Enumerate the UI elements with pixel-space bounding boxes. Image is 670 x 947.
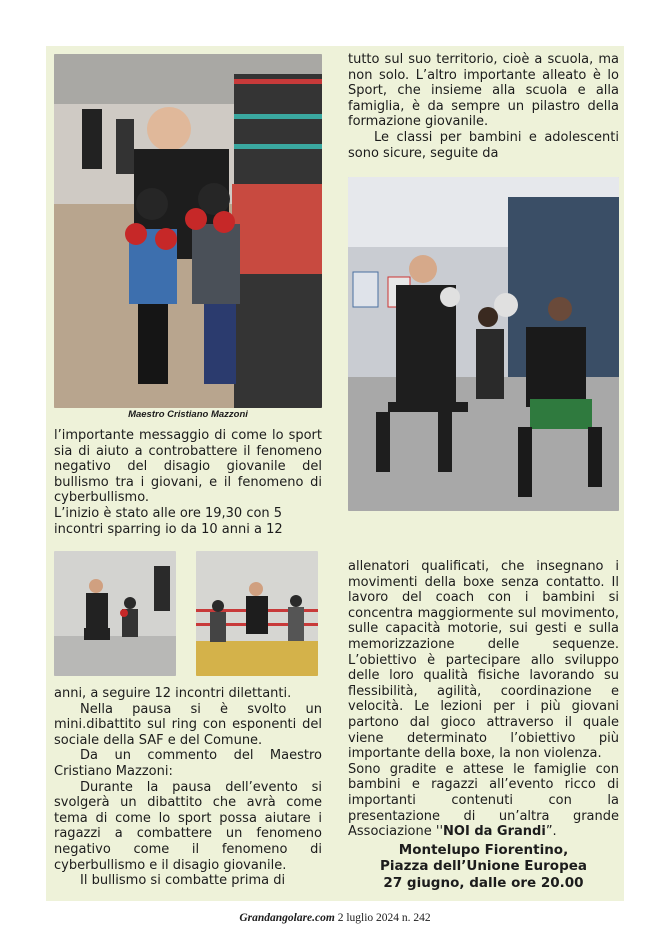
event-details (348, 842, 619, 892)
paragraph: tutto sul suo territorio, cioè a scuola, ma non solo. L’altro importante alleato è lo Sport, che insieme alla scuola e alla famiglia, è da sempre un pilastro della formazione giovanile. (348, 52, 619, 130)
col1-bottom-text (54, 686, 322, 889)
paragraph: l’importante messaggio di come lo sport sia di aiuto a controbattere il fenomeno negativo del disagio giovanile del bullismo tra i giovani, e il fenomeno di cyberbullismo. (54, 428, 322, 506)
association-name: NOI da Grandi (443, 824, 546, 840)
paragraph: anni, a seguire 12 incontri dilettanti. (54, 686, 292, 701)
coach-children-photo (54, 54, 322, 408)
sparring-small-photo-a (54, 551, 176, 676)
paragraph: Durante la pausa dell’evento si svolgerà un dibattito che avrà come tema di come lo sport possa aiutare i ragazzi a combattere un fenomeno negativo come il fenomeno di cyberbullismo e il disagio giovanile. (54, 779, 322, 873)
focus-pads-training-photo (348, 177, 619, 511)
invitation-text: Sono gradite e attese le famiglie con bambini e ragazzi all’evento ricco di importanti contenuti con la presentazione di un’altra grande Associazione '' (348, 761, 619, 840)
paragraph: Da un commento del Maestro Cristiano Mazzoni: (54, 748, 322, 779)
closing-quote: ”. (545, 824, 557, 840)
page-footer (0, 912, 670, 924)
event-address: Piazza dell’Unione Europea (380, 858, 587, 875)
paragraph: Nella pausa si è svolto un mini.dibattito sul ring con esponenti del sociale della SAF e del Comune. (54, 701, 322, 748)
event-place: Montelupo Fiorentino, (398, 841, 569, 858)
footer-date: 2 luglio 2024 n. 242 (337, 912, 431, 924)
col1-top-text (54, 428, 322, 537)
paragraph: Il bullismo si combatte prima di (80, 873, 286, 889)
col2-top-text (348, 52, 619, 161)
paragraph: L’inizio è stato alle ore 19,30 con 5 incontri sparring io da 10 anni a 12 (54, 505, 283, 537)
paragraph: allenatori qualificati, che insegnano i movimenti della boxe senza contatto. Il lavoro del coach con i bambini si concentra maggiormente sul movimento, sulle capacità motorie, sui gesti e sulla memorizzazione delle sequenze. L’obiettivo è partecipare allo sviluppo delle loro qualità fisiche lavorando su flessibilità, agilità, coordinazione e velocità. Le lezioni per i più giovani partono dal gioco attraverso il quale viene determinato l’obiettivo più importante della boxe, la non violenza. (348, 559, 619, 762)
photo-caption: Maestro Cristiano Mazzoni (128, 409, 248, 420)
paragraph (348, 762, 619, 840)
footer-site: Grandangolare.com (239, 912, 335, 924)
paragraph: Le classi per bambini e adolescenti sono sicure, seguite da (348, 129, 619, 161)
col2-bottom-text (348, 559, 619, 891)
event-date: 27 giugno, dalle ore 20.00 (383, 874, 584, 891)
ring-small-photo-b (196, 551, 318, 676)
